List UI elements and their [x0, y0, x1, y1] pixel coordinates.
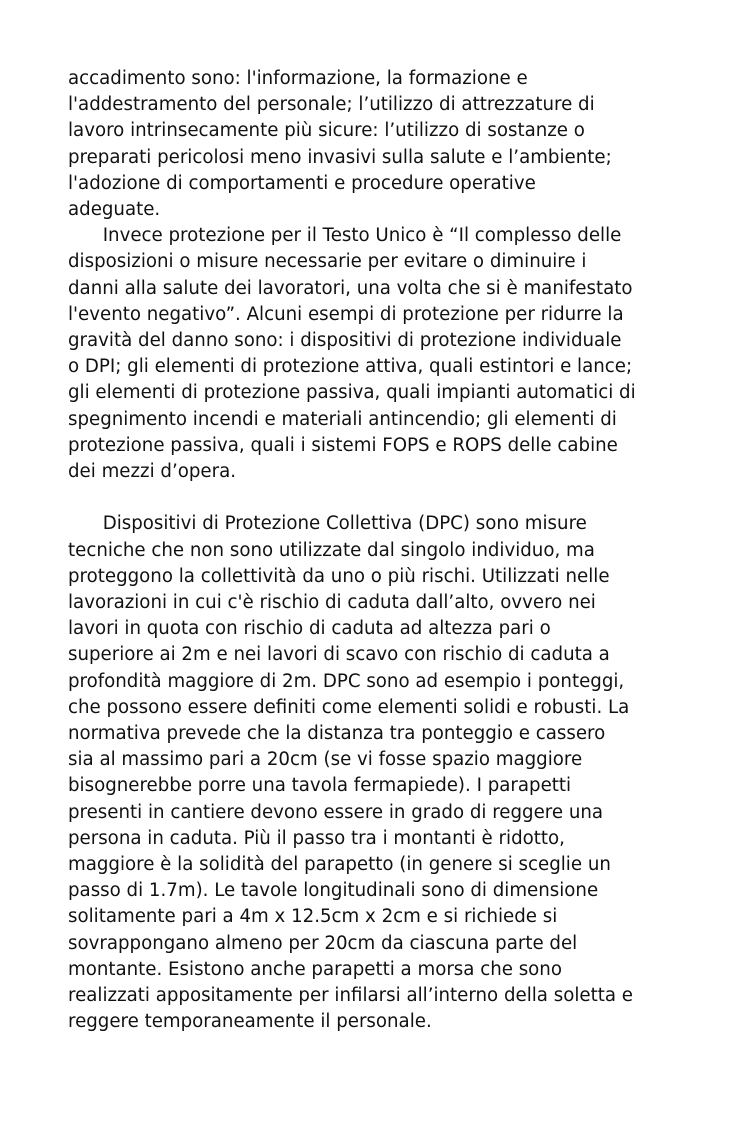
text-line: disposizioni o misure necessarie per evitare o diminuire i [68, 251, 587, 273]
text-line: realizzati appositamente per infilarsi all’interno della soletta e [68, 985, 633, 1007]
text-line: presenti in cantiere devono essere in grado di reggere una [68, 801, 604, 823]
text-line: dei mezzi d’opera. [68, 461, 236, 483]
paragraph-prevention [68, 66, 678, 223]
text-line: gravità del danno sono: i dispositivi di protezione individuale [68, 330, 622, 352]
text-line: profondità maggiore di 2m. DPC sono ad esempio i ponteggi, [68, 670, 625, 692]
text-line: preparati pericolosi meno invasivi sulla salute e l’ambiente; [68, 146, 612, 168]
text-line: protezione passiva, quali i sistemi FOPS e ROPS delle cabine [68, 434, 618, 456]
text-line: gli elementi di protezione passiva, quali impianti automatici di [68, 382, 636, 404]
text-line: Invece protezione per il Testo Unico è “Il complesso delle [68, 225, 622, 247]
document-page [68, 66, 678, 1036]
paragraph-protection [68, 223, 678, 485]
text-line: lavorazioni in cui c'è rischio di caduta dall’alto, ovvero nei [68, 592, 596, 614]
text-line: sovrappongano almeno per 20cm da ciascuna parte del [68, 932, 578, 954]
paragraph-dpc [68, 511, 678, 1035]
text-line: lavori in quota con rischio di caduta ad altezza pari o [68, 618, 551, 640]
text-line: o DPI; gli elementi di protezione attiva, quali estintori e lance; [68, 356, 633, 378]
text-line: l'adozione di comportamenti e procedure operative [68, 172, 536, 194]
text-line: danni alla salute dei lavoratori, una volta che si è manifestato [68, 277, 633, 299]
text-line: passo di 1.7m). Le tavole longitudinali sono di dimensione [68, 880, 599, 902]
text-line: l'addestramento del personale; l’utilizzo di attrezzature di [68, 94, 595, 116]
text-line: proteggono la collettività da uno o più rischi. Utilizzati nelle [68, 565, 610, 587]
text-line: solitamente pari a 4m x 12.5cm x 2cm e si richiede si [68, 906, 558, 928]
paragraph-gap [68, 485, 678, 511]
text-line: tecniche che non sono utilizzate dal singolo individuo, ma [68, 539, 595, 561]
text-line: reggere temporaneamente il personale. [68, 1011, 432, 1033]
text-line: che possono essere definiti come elementi solidi e robusti. La [68, 696, 630, 718]
text-line: adeguate. [68, 199, 161, 221]
text-line: normativa prevede che la distanza tra ponteggio e cassero [68, 723, 606, 745]
text-line: sia al massimo pari a 20cm (se vi fosse spazio maggiore [68, 749, 583, 771]
text-line: superiore ai 2m e nei lavori di scavo con rischio di caduta a [68, 644, 610, 666]
text-line: spegnimento incendi e materiali antincendio; gli elementi di [68, 408, 617, 430]
text-line: maggiore è la solidità del parapetto (in genere si sceglie un [68, 854, 611, 876]
text-line: l'evento negativo”. Alcuni esempi di protezione per ridurre la [68, 303, 624, 325]
text-line: lavoro intrinsecamente più sicure: l’utilizzo di sostanze o [68, 120, 585, 142]
text-line: Dispositivi di Protezione Collettiva (DPC) sono misure [68, 513, 587, 535]
text-line: montante. Esistono anche parapetti a morsa che sono [68, 958, 562, 980]
text-line: bisognerebbe porre una tavola fermapiede). I parapetti [68, 775, 572, 797]
text-line: persona in caduta. Più il passo tra i montanti è ridotto, [68, 827, 565, 849]
text-line: accadimento sono: l'informazione, la formazione e [68, 68, 528, 89]
